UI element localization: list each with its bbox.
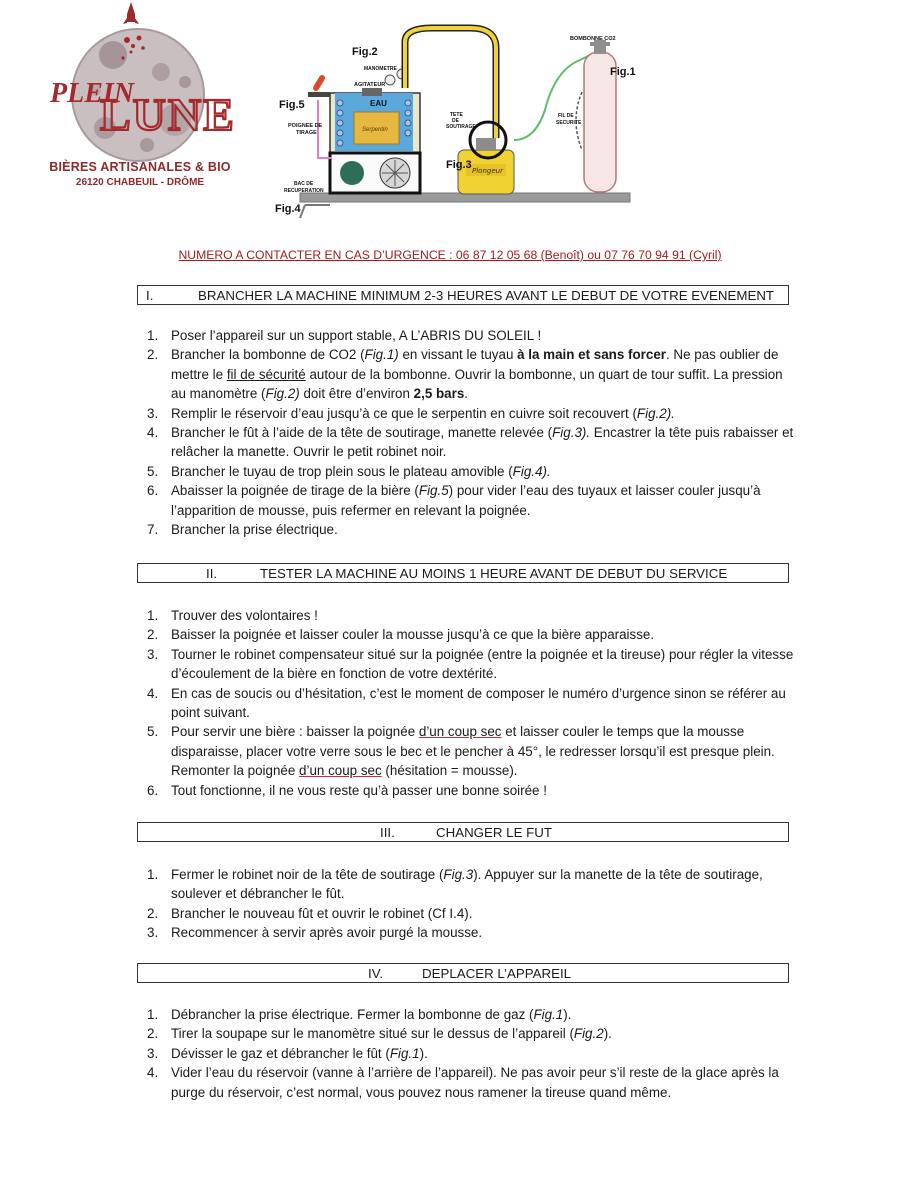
section-header-3 <box>137 822 789 842</box>
section-header-2 <box>137 563 789 583</box>
brand-wordmark <box>45 70 245 140</box>
section-header-1 <box>137 285 789 305</box>
list-item: 1. Débrancher la prise électrique. Fermer la bombonne de gaz (Fig.1). <box>147 1007 572 1022</box>
list-item: 1. Fermer le robinet noir de la tête de soutirage (Fig.3). Appuyer sur la manette de la tête de soutirage, soulever et débrancher le fût. <box>147 867 763 902</box>
list-item: 2. Baisser la poignée et laisser couler la mousse jusqu’à ce que la bière apparaisse. <box>147 627 655 643</box>
brand-logo <box>35 0 235 200</box>
svg-text:Fig.5: Fig.5 <box>279 99 305 111</box>
svg-text:Fig.2: Fig.2 <box>352 46 378 58</box>
svg-text:EAU: EAU <box>370 99 387 108</box>
list-item: 3. Recommencer à servir après avoir purgé la mousse. <box>147 925 483 941</box>
list-item: 2. Tirer la soupape sur le manomètre situé sur le dessus de l’appareil (Fig.2). <box>147 1026 612 1042</box>
svg-text:SOUTIRAGE: SOUTIRAGE <box>446 124 476 130</box>
svg-text:Fig.3: Fig.3 <box>446 159 472 171</box>
section-number: IV. <box>368 966 384 981</box>
list-item: 4. Brancher le fût à l’aide de la tête de soutirage, manette relevée (Fig.3). Encastrer la tête puis rabaisser et relâcher la manette. Ouvrir le petit robinet noir. <box>147 425 794 460</box>
list-item: 1. Trouver des volontaires ! <box>147 608 318 623</box>
list-item: 1. Poser l’appareil sur un support stable, A L’ABRIS DU SOLEIL ! <box>147 328 542 343</box>
svg-text:Serpentin: Serpentin <box>362 127 388 133</box>
section-number: I. <box>146 288 154 303</box>
list-item: 3. Remplir le réservoir d’eau jusqu’à ce que le serpentin en cuivre soit recouvert (Fig.2). <box>147 405 675 421</box>
emergency-contact: NUMERO A CONTACTER EN CAS D’URGENCE : 06 87 12 05 68 (Benoît) ou 07 76 70 94 91 (Cyril) <box>178 248 722 262</box>
section-2-list <box>137 606 797 800</box>
section-title: BRANCHER LA MACHINE MINIMUM 2-3 HEURES AVANT LE DEBUT DE VOTRE EVENEMENT <box>198 288 775 303</box>
svg-text:RECUPERATION: RECUPERATION <box>284 188 324 194</box>
list-item: 6. Tout fonctionne, il ne vous reste qu’à passer une bonne soirée ! <box>147 782 547 798</box>
list-item: 4. En cas de soucis ou d’hésitation, c’est le moment de composer le numéro d’urgence sinon se référer au point suivant. <box>147 685 786 721</box>
svg-text:LUNE: LUNE <box>100 89 236 140</box>
list-item: 2. Brancher la bombonne de CO2 (Fig.1) en vissant le tuyau à la main et sans forcer. Ne pas oublier de mettre le fil de sécurité autour de la bombonne. Ouvrir la bombonne, un quart de tour suffit. La pression au manomètre (Fig.2) doit être d’environ 2,5 bars. <box>147 347 783 402</box>
section-title: TESTER LA MACHINE AU MOINS 1 HEURE AVANT DE DEBUT DU SERVICE <box>260 566 728 581</box>
svg-text:TIRAGE: TIRAGE <box>296 130 317 136</box>
svg-text:TETE: TETE <box>450 112 463 118</box>
svg-text:BAC DE: BAC DE <box>294 181 314 187</box>
section-title: DEPLACER L’APPAREIL <box>422 966 572 981</box>
list-item: 5. Pour servir une bière : baisser la poignée d’un coup sec et laisser couler le temps que la mousse disparaisse, placer votre verre sous le bec et le pencher à 45°, le redresser lorsqu’il est presque plein. Remonter la poignée d’un coup sec (hésitation = mousse). <box>147 724 775 779</box>
rocket-icon <box>123 2 139 24</box>
section-header-4 <box>137 963 789 983</box>
logo-address: 26120 CHABEUIL - DRÔME <box>75 177 205 188</box>
list-item: 2. Brancher le nouveau fût et ouvrir le robinet (Cf I.4). <box>147 905 473 921</box>
list-item: 7. Brancher la prise électrique. <box>147 522 338 538</box>
section-3-list <box>137 865 797 943</box>
svg-text:Fig.1: Fig.1 <box>610 66 636 78</box>
logo-tagline: BIÈRES ARTISANALES & BIO <box>49 160 231 174</box>
svg-text:PLEIN: PLEIN <box>50 78 134 109</box>
section-number: III. <box>380 825 395 840</box>
svg-text:SECURITE: SECURITE <box>556 120 582 126</box>
svg-text:DE: DE <box>452 118 459 124</box>
svg-text:Plongeur: Plongeur <box>472 167 503 175</box>
svg-text:BOMBONNE CO2: BOMBONNE CO2 <box>570 36 616 42</box>
section-1-list <box>137 326 797 539</box>
list-item: 6. Abaisser la poignée de tirage de la bière (Fig.5) pour vider l’eau des tuyaux et laisser couler jusqu’à l’apparition de mousse, puis refermer en relevant la poignée. <box>147 483 761 518</box>
svg-text:Fig.4: Fig.4 <box>275 203 301 215</box>
section-4-list <box>137 1005 797 1102</box>
list-item: 3. Dévisser le gaz et débrancher le fût (Fig.1). <box>147 1045 428 1061</box>
diagram-figure <box>270 0 640 225</box>
section-number: II. <box>206 566 218 581</box>
list-item: 4. Vider l’eau du réservoir (vanne à l’arrière de l’appareil). Ne pas avoir peur s’il reste de la glace après la purge du réservoir, c’est normal, vous pouvez nous ramener la tireuse quand même. <box>147 1065 779 1100</box>
section-title: CHANGER LE FUT <box>436 825 552 840</box>
beer-tap-diagram <box>270 0 640 225</box>
svg-text:FIL DE: FIL DE <box>558 113 574 119</box>
list-item: 5. Brancher le tuyau de trop plein sous le plateau amovible (Fig.4). <box>147 463 551 479</box>
list-item: 3. Tourner le robinet compensateur situé sur la poignée (entre la poignée et la tireuse) pour régler la vitesse d’écoulement de la bière en fonction de votre dextérité. <box>147 646 794 682</box>
svg-text:MANOMETRE: MANOMETRE <box>364 66 397 72</box>
svg-text:AGITATEUR: AGITATEUR <box>354 82 386 88</box>
svg-text:POIGNEE DE: POIGNEE DE <box>288 123 323 129</box>
